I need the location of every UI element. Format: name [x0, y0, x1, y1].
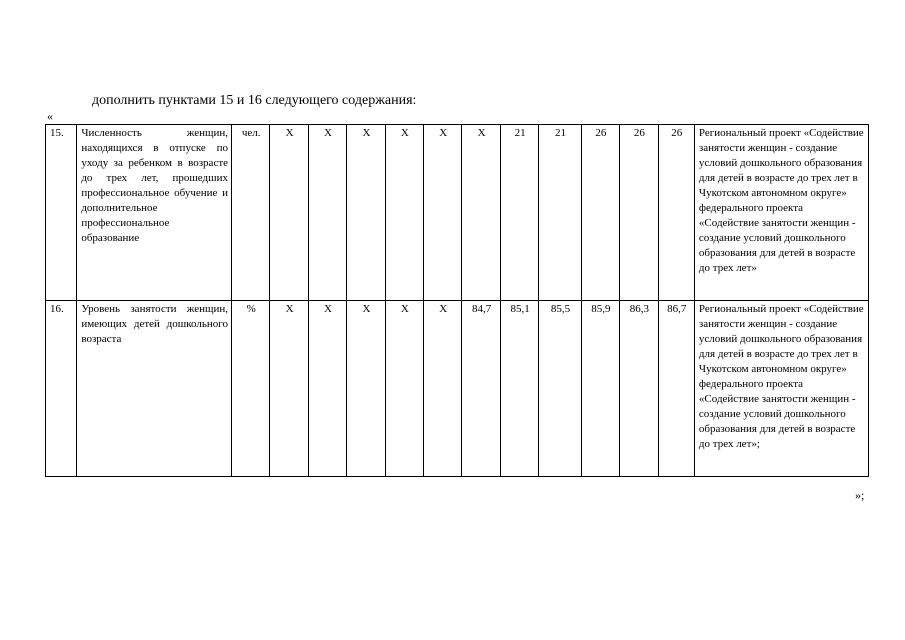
- value-cell: X: [385, 301, 423, 477]
- value-cell: X: [385, 125, 423, 301]
- value-cell: X: [347, 301, 385, 477]
- value-cell: 86,3: [620, 301, 658, 477]
- project-cell: Региональный проект «Содействие занятости женщин - создание условий дошкольного образования для детей в возрасте до трех лет в Чукотском автономном округе» федерального проекта «Содействие занятости женщин - создание условий дошкольного образования для детей в возрасте до трех лет»;: [694, 301, 868, 477]
- value-cell: 21: [500, 125, 538, 301]
- value-cell: X: [347, 125, 385, 301]
- value-cell: 26: [620, 125, 658, 301]
- value-cell: 85,9: [581, 301, 619, 477]
- unit-cell: чел.: [232, 125, 270, 301]
- value-cell: 26: [581, 125, 619, 301]
- opening-quote: «: [47, 109, 53, 123]
- value-cell: X: [308, 301, 346, 477]
- value-cell: X: [270, 301, 308, 477]
- intro-text: дополнить пунктами 15 и 16 следующего содержания:: [92, 93, 417, 108]
- value-cell: 85,1: [500, 301, 538, 477]
- value-cell: 85,5: [539, 301, 581, 477]
- value-cell: X: [462, 125, 500, 301]
- indicator-name: Численность женщин, находящихся в отпуске по уходу за ребенком в возрасте до трех лет, прошедших профессиональное обучение и дополнительное профессиональное образование: [77, 125, 232, 301]
- value-cell: X: [308, 125, 346, 301]
- value-cell: X: [424, 125, 462, 301]
- value-cell: X: [424, 301, 462, 477]
- value-cell: X: [270, 125, 308, 301]
- value-cell: 86,7: [658, 301, 694, 477]
- indicator-name: Уровень занятости женщин, имеющих детей дошкольного возраста: [77, 301, 232, 477]
- value-cell: 84,7: [462, 301, 500, 477]
- table-row: [46, 301, 869, 477]
- table-row: [46, 125, 869, 301]
- row-number: 16.: [46, 301, 77, 477]
- value-cell: 21: [539, 125, 581, 301]
- closing-quote: »;: [855, 488, 865, 502]
- project-cell: Региональный проект «Содействие занятости женщин - создание условий дошкольного образования для детей в возрасте до трех лет в Чукотском автономном округе» федерального проекта «Содействие занятости женщин - создание условий дошкольного образования для детей в возрасте до трех лет»: [694, 125, 868, 301]
- unit-cell: %: [232, 301, 270, 477]
- indicators-table: [45, 124, 869, 477]
- row-number: 15.: [46, 125, 77, 301]
- value-cell: 26: [658, 125, 694, 301]
